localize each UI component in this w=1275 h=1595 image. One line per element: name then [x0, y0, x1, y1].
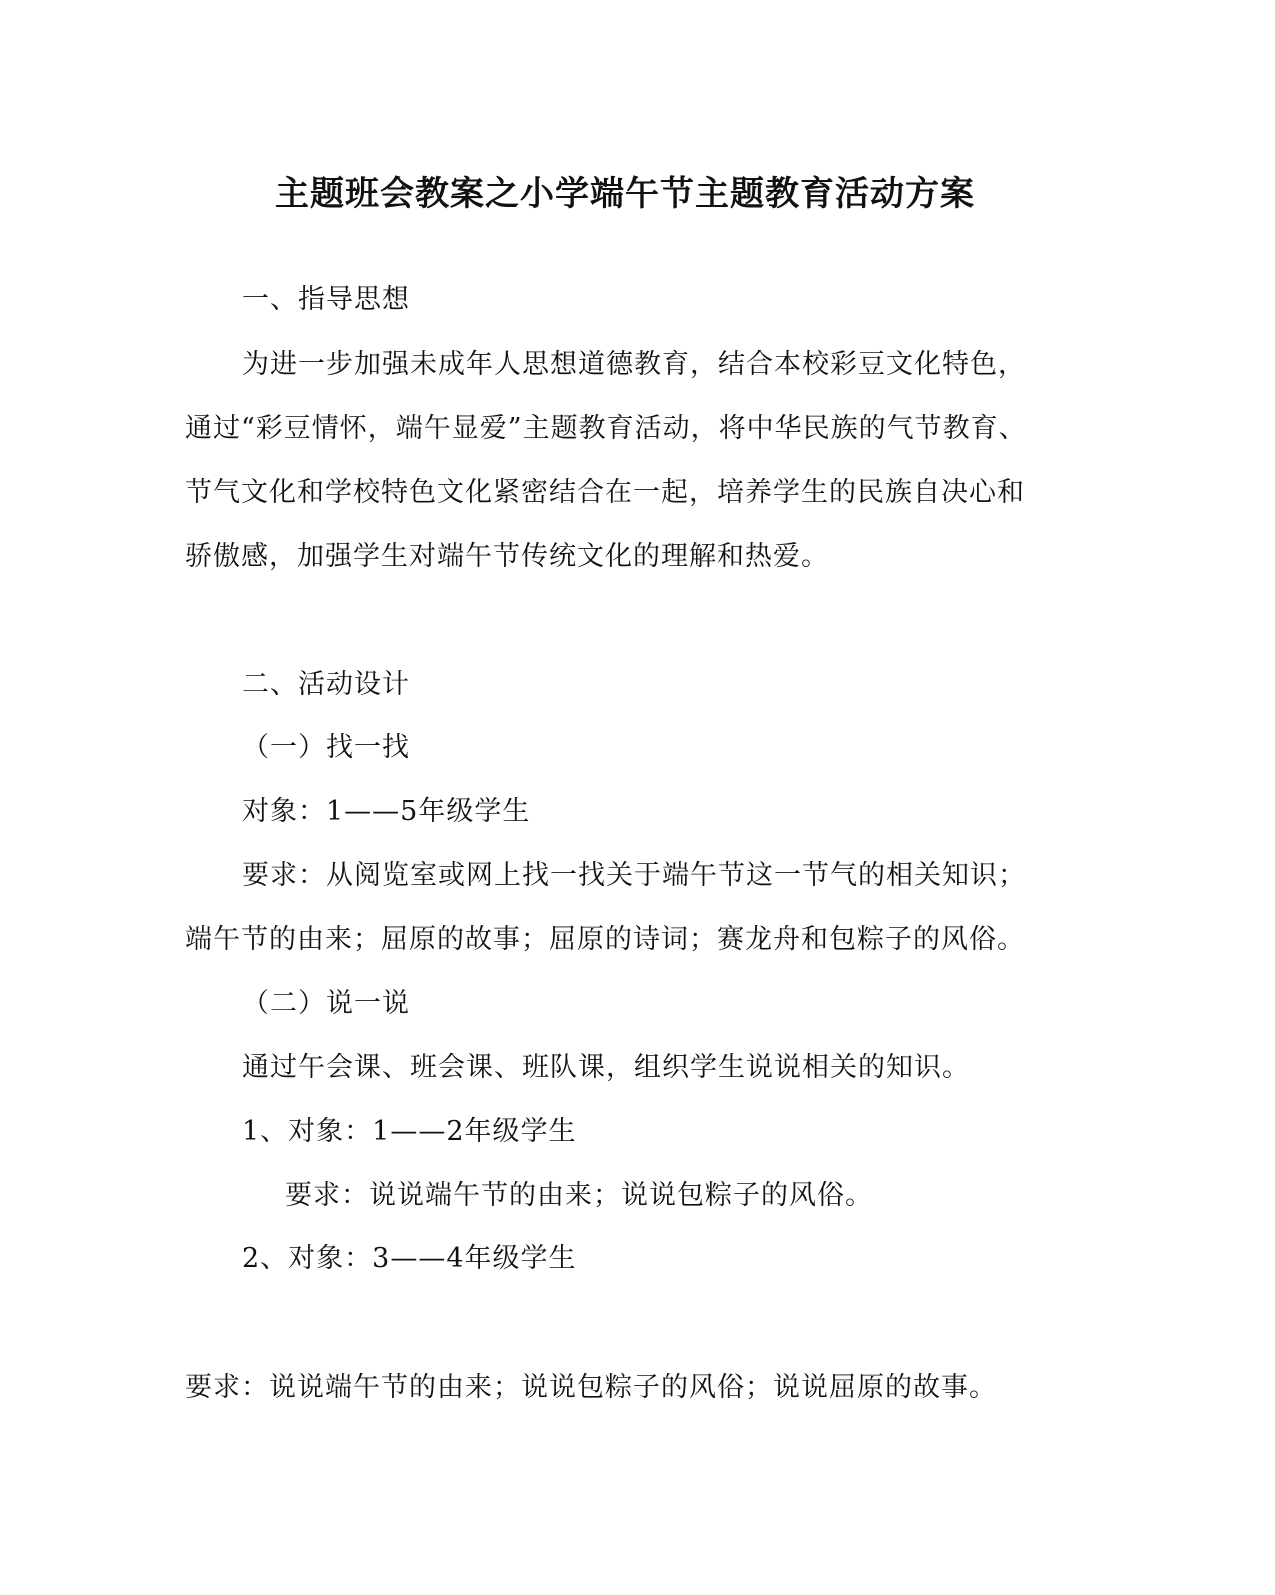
activity2-item2-requirement: 要求：说说端午节的由来；说说包粽子的风俗；说说屈原的故事。 — [185, 1372, 997, 1403]
section2-heading: 二、活动设计 — [242, 669, 410, 700]
activity2-intro: 通过午会课、班会课、班队课，组织学生说说相关的知识。 — [242, 1052, 970, 1083]
activity2-item1-target: 1、对象：1——2年级学生 — [242, 1116, 577, 1147]
activity1-heading: （一）找一找 — [242, 732, 410, 763]
activity1-requirement-line: 端午节的由来；屈原的故事；屈原的诗词；赛龙舟和包粽子的风俗。 — [185, 924, 1025, 955]
section1-paragraph-line: 为进一步加强未成年人思想道德教育，结合本校彩豆文化特色， — [242, 349, 1026, 380]
activity1-target: 对象：1——5年级学生 — [242, 796, 531, 827]
activity2-item2-target: 2、对象：3——4年级学生 — [242, 1243, 577, 1274]
section1-heading: 一、指导思想 — [242, 284, 410, 315]
section1-paragraph-line: 节气文化和学校特色文化紧密结合在一起，培养学生的民族自决心和 — [185, 477, 1025, 508]
activity2-item1-requirement: 要求：说说端午节的由来；说说包粽子的风俗。 — [285, 1180, 873, 1211]
section1-paragraph-line: 通过“彩豆情怀，端午显爱”主题教育活动，将中华民族的气节教育、 — [185, 413, 1027, 444]
activity2-heading: （二）说一说 — [242, 988, 410, 1019]
activity1-requirement-line: 要求：从阅览室或网上找一找关于端午节这一节气的相关知识； — [242, 860, 1026, 891]
section1-paragraph-line: 骄傲感，加强学生对端午节传统文化的理解和热爱。 — [185, 541, 829, 572]
document-title: 主题班会教案之小学端午节主题教育活动方案 — [275, 174, 975, 214]
